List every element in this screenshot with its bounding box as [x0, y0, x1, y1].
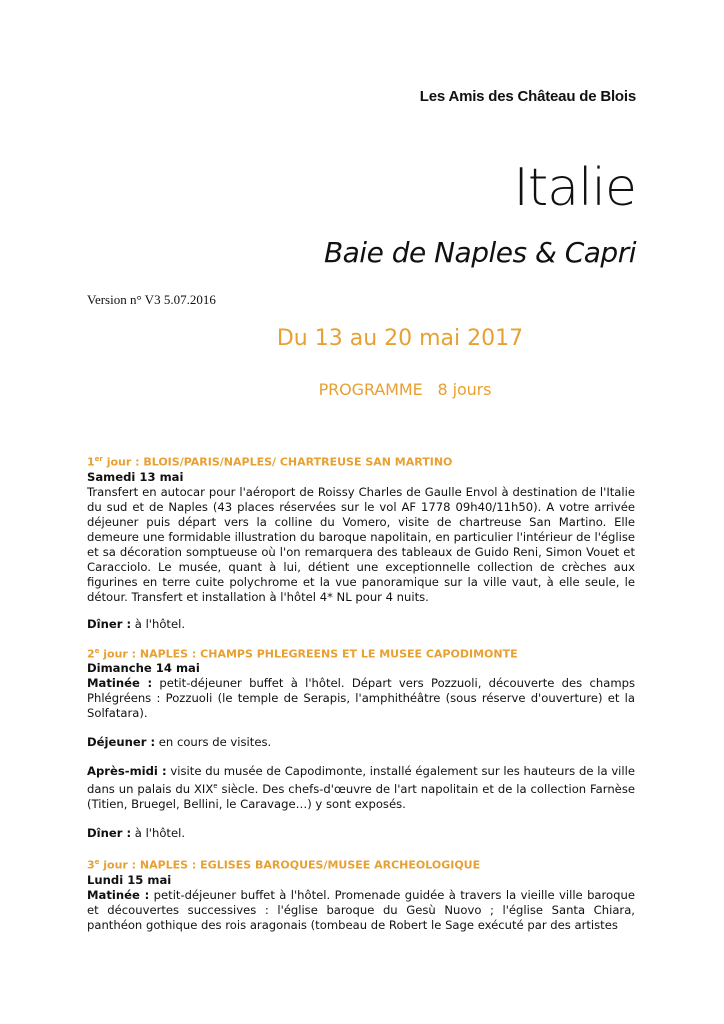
day-description: Transfert en autocar pour l'aéroport de Roissy Charles de Gaulle Envol à destination de l'Italie du sud et de Naples (43 places réservées sur le vol AF 1778 09h40/11h50). A votre arrivée déjeuner puis départ vers la colline du Vomero, visite de chartreuse San Martino. Elle demeure une formidable illustration du baroque napolitain, en particulier l'intérieur de l'église et sa décoration somptueuse où l'on remarquera des tableaux de Guido Reni, Simon Vouet et Caracciolo. Le musée, quant à lui, détient une exceptionnelle collection de crèches aux figurines en terre cuite polychrome et la vue panoramique sur la ville vaut, à elle seule, le détour. Transfert et installation à l'hôtel 4* NL pour 4 nuits.: [87, 484, 635, 604]
programme-heading: PROGRAMME 8 jours: [318, 380, 492, 399]
trip-dates: Du 13 au 20 mai 2017: [276, 326, 524, 351]
dinner-line: Dîner : à l'hôtel.: [87, 826, 186, 841]
day-date: Samedi 13 mai: [87, 469, 184, 484]
day-date: Lundi 15 mai: [87, 872, 172, 887]
day-date: Dimanche 14 mai: [87, 661, 200, 676]
programme-content: [87, 452, 635, 933]
association-name: Les Amis des Château de Blois: [419, 88, 636, 105]
day-heading: 3e jour : NAPLES : EGLISES BAROQUES/MUSEE ARCHEOLOGIQUE: [87, 858, 481, 872]
day-heading: 1er jour : BLOIS/PARIS/NAPLES/ CHARTREUSE SAN MARTINO: [87, 455, 453, 469]
day-heading: 2e jour : NAPLES : CHAMPS PHLEGREENS ET LE MUSEE CAPODIMONTE: [87, 646, 518, 661]
trip-title: Italie: [513, 158, 636, 218]
lunch-line: Déjeuner : en cours de visites.: [87, 735, 272, 750]
version-line: Version n° V3 5.07.2016: [87, 292, 216, 307]
morning-paragraph: Matinée : petit-déjeuner buffet à l'hôtel. Promenade guidée à travers la vieille ville baroque et découvertes successives : l'église baroque du Gesù Nuovo ; l'église Santa Chiara, panthéon gothique des rois aragonais (tombeau de Robert le Sage exécuté par des artistes: [87, 887, 635, 932]
morning-paragraph: Matinée : petit-déjeuner buffet à l'hôtel. Départ vers Pozzuoli, découverte des champs Phlégréens : Pozzuoli (le temple de Serapis, l'amphithéâtre (sous réserve d'ouverture) et la Solfatara).: [87, 676, 636, 721]
dinner-line: Dîner : à l'hôtel.: [87, 616, 186, 631]
afternoon-paragraph: Après-midi : visite du musée de Capodimonte, installé également sur les hauteurs de la ville dans un palais du XIXe siècle. Des chefs-d'œuvre de l'art napolitain et de la collection Farnèse (Titien, Bruegel, Bellini, le Caravage…) y sont exposés.: [87, 764, 635, 812]
trip-subtitle: Baie de Naples & Capri: [323, 236, 636, 269]
